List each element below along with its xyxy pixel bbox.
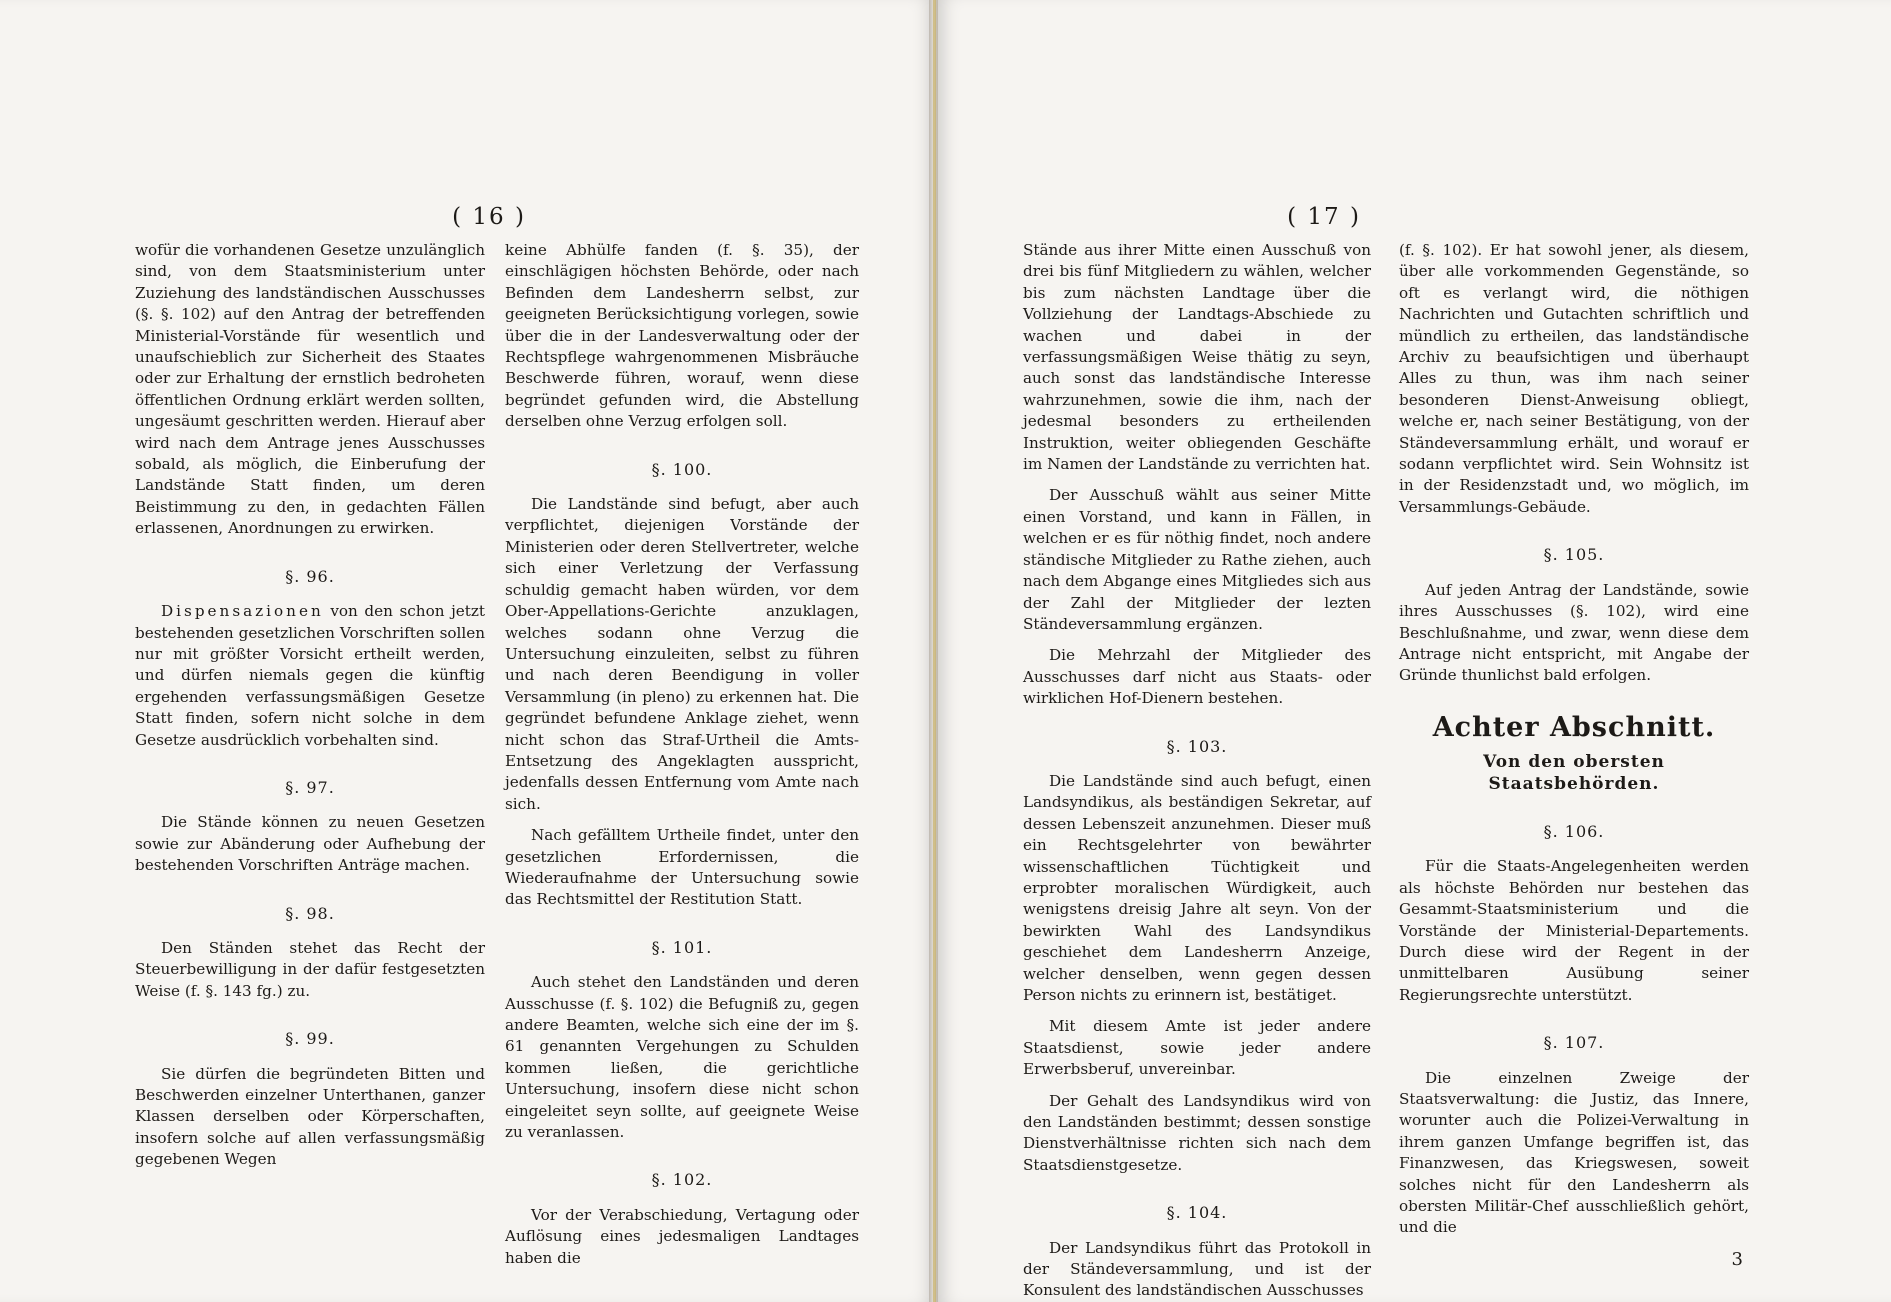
paragraph-96	[135, 601, 485, 751]
section-heading-103: §. 103.	[1166, 736, 1228, 756]
paragraph: wofür die vorhandenen Gesetze unzulänglich sind, von dem Staatsministerium unter Zuziehung des landständischen Ausschusses (§. §. 102) auf den Antrag der betreffenden Ministerial-Vorstände für wesentlich und unaufschieblich zur Sicherheit des Staates oder zur Erhaltung der ernstlich bedroheten öffentlichen Ordnung erklärt werden sollten, ungesäumt geschritten werden. Hierauf aber wird nach dem Antrage jenes Ausschusses sobald, als möglich, die Einberufung der Landstände Statt finden, um deren Beistimmung zu den, in gedachten Fällen erlassenen, Anordnungen zu erwirken.	[135, 241, 485, 538]
paragraph-103b: Mit diesem Amte ist jeder andere Staatsdienst, sowie jeder andere Erwerbsberuf, unvereinbar.	[1023, 1017, 1371, 1079]
section-heading-102: §. 102.	[651, 1170, 713, 1190]
paragraph: Stände aus ihrer Mitte einen Ausschuß von drei bis fünf Mitgliedern zu wählen, welcher bis zum nächsten Landtage über die Vollziehung der Landtags-Abschiede zu wachen und dabei in der verfassungsmäßigen Weise thätig zu seyn, auch sonst das landständische Interesse wahrzunehmen, sowie die ihm, nach der jedesmal besonders zu ertheilenden Instruktion, weiter obliegenden Geschäfte im Namen der Landstände zu verrichten hat.	[1023, 241, 1371, 474]
paragraph-100a: Die Landstände sind befugt, aber auch verpflichtet, diejenigen Vorstände der Ministerien oder deren Stellvertreter, welche sich einer Verletzung der Verfassung schuldig gemacht haben würden, vor dem Ober-Appellations-Gerichte anzuklagen, welches sodann ohne Verzug die Untersuchung einzuleiten, selbst zu führen und nach deren Beendigung in voller Versammlung (in pleno) zu erkennen hat. Die gegründet befundene Anklage ziehet, wenn nicht schon das Straf-Urtheil die Amts-Entsetzung des Angeklagten ausspricht, jedenfalls dessen Entfernung vom Amte nach sich.	[505, 495, 859, 813]
section-heading-106: §. 106.	[1543, 821, 1605, 841]
paragraph-101: Auch stehet den Landständen und deren Ausschusse (f. §. 102) die Befugniß zu, gegen andere Beamten, welche sich eine der im §. 61 genannten Vergehungen zu Schulden kommen ließen, die gerichtliche Untersuchung, insofern diese nicht schon eingeleitet seyn sollte, auf geeignete Weise zu veranlassen.	[505, 973, 859, 1142]
paragraph: Der Ausschuß wählt aus seiner Mitte einen Vorstand, und kann in Fällen, in welchen er es für nöthig findet, noch andere ständische Mitglieder zu Rathe ziehen, auch nach dem Abgange eines Mitgliedes sich aus der Zahl der Mitglieder der lezten Ständeversammlung ergänzen.	[1023, 486, 1371, 633]
right-page	[938, 0, 1891, 1302]
section-heading-105: §. 105.	[1543, 545, 1605, 565]
paragraph-97: Die Stände können zu neuen Gesetzen sowie zur Abänderung oder Aufhebung der bestehenden Vorschriften Anträge machen.	[135, 813, 485, 875]
section-heading-97: §. 97.	[285, 777, 335, 797]
section-heading-107: §. 107.	[1543, 1033, 1605, 1053]
left-column-1	[135, 240, 485, 1181]
right-column-2	[1399, 240, 1749, 1270]
section-heading-100: §. 100.	[651, 459, 713, 479]
paragraph-text: von den schon jetzt bestehenden gesetzlichen Vorschriften sollen nur mit größter Vorsicht ertheilt werden, und dürfen niemals gegen die künftig ergehenden verfassungsmäßigen Gesetze Statt finden, sofern nicht solche in dem Gesetze ausdrücklich vorbehalten sind.	[135, 602, 485, 749]
paragraph-100b: Nach gefälltem Urtheile findet, unter den gesetzlichen Erfordernissen, die Wiederaufnahme der Untersuchung sowie das Rechtsmittel der Restitution Statt.	[505, 826, 859, 909]
paragraph: (f. §. 102). Er hat sowohl jener, als diesem, über alle vorkommenden Gegenstände, so oft es verlangt wird, die nöthigen Nachrichten und Gutachten schriftlich und mündlich zu ertheilen, das landständische Archiv zu beaufsichtigen und überhaupt Alles zu thun, was ihm nach seiner besonderen Dienst-Anweisung obliegt, welche er, nach seiner Bestätigung, von der Ständeversammlung erhält, und worauf er sodann verpflichtet wird. Sein Wohnsitz ist in der Residenzstadt und, wo möglich, im Versammlungs-Gebäude.	[1399, 241, 1749, 516]
signature-mark: 3	[1731, 1248, 1743, 1270]
paragraph-103c: Der Gehalt des Landsyndikus wird von den Landständen bestimmt; dessen sonstige Dienstverhältnisse richten sich nach dem Staatsdienstgesetze.	[1023, 1091, 1371, 1174]
chapter-subtitle: Von den obersten Staatsbehörden.	[1483, 752, 1665, 794]
page-edge	[933, 0, 936, 1302]
paragraph-98: Den Ständen stehet das Recht der Steuerbewilligung in der dafür festgesetzten Weise (f. §. 143 fg.) zu.	[135, 938, 485, 1000]
paragraph-106: Für die Staats-Angelegenheiten werden als höchste Behörden nur bestehen das Gesammt-Staatsministerium und die Vorstände der Ministerial-Departements. Durch diese wird der Regent in der unmittelbaren Ausübung seiner Regierungsrechte unterstützt.	[1399, 857, 1749, 1004]
paragraph: keine Abhülfe fanden (f. §. 35), der einschlägigen höchsten Behörde, oder nach Befinden dem Landesherrn selbst, zur geeigneten Berücksichtigung vorlegen, sowie über die in der Landesverwaltung oder der Rechtspflege wahrgenommenen Misbräuche Beschwerde führen, worauf, wenn diese begründet gefunden wird, die Abstellung derselben ohne Verzug erfolgen soll.	[505, 241, 859, 431]
left-page	[0, 0, 934, 1302]
right-column-1	[1023, 240, 1371, 1302]
chapter-title: Achter Abschnitt.	[1432, 711, 1716, 743]
section-heading-104: §. 104.	[1166, 1203, 1228, 1223]
section-heading-101: §. 101.	[651, 937, 713, 957]
section-heading-96: §. 96.	[285, 566, 335, 586]
paragraph-103a: Die Landstände sind auch befugt, einen Landsyndikus, als beständigen Sekretar, auf dessen Lebenszeit anzunehmen. Dieser muß ein Rechtsgelehrter von bewährter wissenschaftlichen Tüchtigkeit und erprobter moralischen Würdigkeit, auch wenigstens dreisig Jahre alt seyn. Von der bewirkten Wahl des Landsyndikus geschiehet dem Landesherrn Anzeige, welcher denselben, wenn gegen dessen Person nichts zu erinnern ist, bestätiget.	[1023, 771, 1371, 1004]
page-number-left: ( 16 )	[452, 204, 526, 230]
section-heading-98: §. 98.	[285, 903, 335, 923]
paragraph: Die Mehrzahl der Mitglieder des Ausschusses darf nicht aus Staats- oder wirklichen Hof-Dienern bestehen.	[1023, 646, 1371, 708]
page-number-right: ( 17 )	[1287, 204, 1361, 230]
spaced-term: Dispensazionen	[161, 602, 324, 621]
paragraph-105: Auf jeden Antrag der Landstände, sowie ihres Ausschusses (§. 102), wird eine Beschlußnahme, und zwar, wenn diese dem Antrage nicht entspricht, mit Angabe der Gründe thunlichst bald erfolgen.	[1399, 580, 1749, 685]
paragraph-102: Vor der Verabschiedung, Vertagung oder Auflösung eines jedesmaligen Landtages haben die	[505, 1205, 859, 1267]
paragraph-104: Der Landsyndikus führt das Protokoll in der Ständeversammlung, und ist der Konsulent des landständischen Ausschusses	[1023, 1238, 1371, 1300]
paragraph-99: Sie dürfen die begründeten Bitten und Beschwerden einzelner Unterthanen, ganzer Klassen derselben oder Körperschaften, insofern solche auf allen verfassungsmäßig gegebenen Wegen	[135, 1064, 485, 1169]
left-column-2	[505, 240, 859, 1279]
section-heading-99: §. 99.	[285, 1029, 335, 1049]
paragraph-107: Die einzelnen Zweige der Staatsverwaltung: die Justiz, das Innere, worunter auch die Polizei-Verwaltung in ihrem ganzen Umfange begriffen ist, das Finanzwesen, das Kriegswesen, soweit solches nicht für den Landesherrn als obersten Militär-Chef ausschließlich gehört, und die	[1399, 1068, 1749, 1237]
